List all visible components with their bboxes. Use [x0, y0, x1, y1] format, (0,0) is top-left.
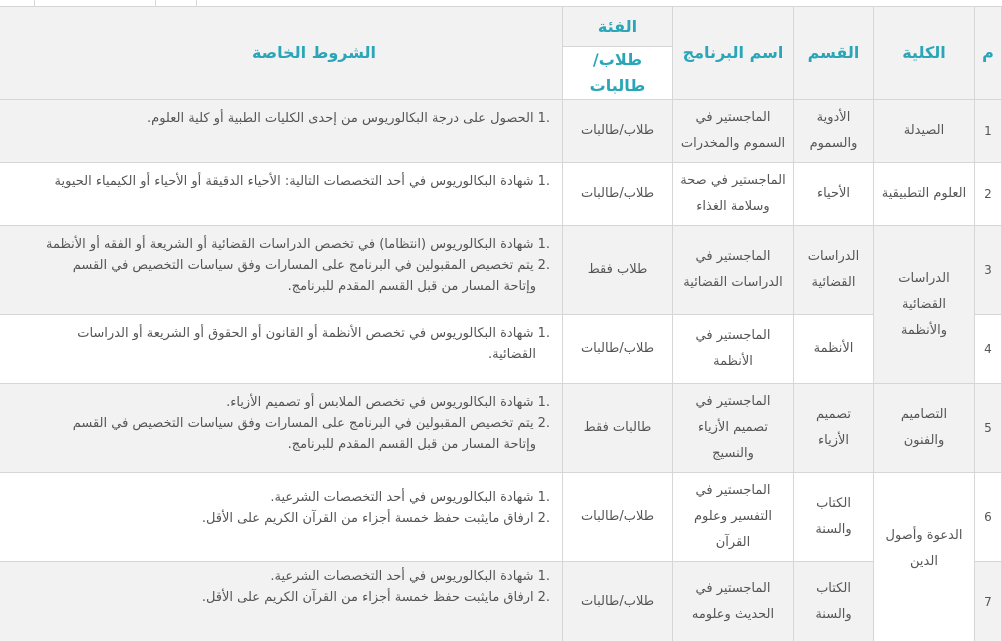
- condition-item-cont: وإتاحة المسار من قبل القسم المقدم للبرنامج.: [287, 437, 536, 452]
- row-category: طلاب/طالبات: [563, 315, 673, 384]
- row-department: الأحياء: [794, 163, 874, 226]
- row-college: الدعوة وأصول الدين: [874, 473, 975, 642]
- condition-item: .1الحصول على درجة البكالوريوس من إحدى الكليات الطبية أو كلية العلوم.: [147, 111, 550, 126]
- condition-item: .2يتم تخصيص المقبولين في البرنامج على المسارات وفق سياسات التخصيص في القسم: [72, 416, 550, 431]
- row-program: الماجستير في التفسير وعلوم القرآن: [673, 473, 794, 562]
- row-college: التصاميم والفنون: [874, 384, 975, 473]
- table-row: [0, 226, 1002, 315]
- table-row: [0, 384, 1002, 473]
- condition-item: .2ارفاق مايثبت حفظ خمسة أجزاء من القرآن الكريم على الأقل.: [201, 511, 550, 526]
- row-college: الصيدلة: [874, 100, 975, 163]
- header-num: م: [975, 7, 1002, 100]
- row-num: 1: [975, 100, 1002, 163]
- header-conditions: الشروط الخاصة: [0, 7, 563, 100]
- header-category: الفئة: [563, 7, 673, 47]
- row-department: الأنظمة: [794, 315, 874, 384]
- row-num: 2: [975, 163, 1002, 226]
- row-conditions: [0, 562, 563, 642]
- condition-item: .1شهادة البكالوريوس في أحد التخصصات الشرعية.: [270, 490, 550, 505]
- condition-item: .1شهادة البكالوريوس في تخصص الملابس أو تصميم الأزياء.: [226, 395, 550, 410]
- row-department: الكتاب والسنة: [794, 473, 874, 562]
- row-college: العلوم التطبيقية: [874, 163, 975, 226]
- row-category: طلاب/طالبات: [563, 163, 673, 226]
- header-category-sub: طلاب/طالبات: [563, 47, 673, 100]
- condition-item: .1شهادة البكالوريوس في تخصص الأنظمة أو القانون أو الحقوق أو الشريعة أو الدراسات: [77, 326, 550, 341]
- condition-item: .2ارفاق مايثبت حفظ خمسة أجزاء من القرآن الكريم على الأقل.: [201, 590, 550, 605]
- row-department: الدراسات القضائية: [794, 226, 874, 315]
- row-conditions: [0, 384, 563, 473]
- row-program: الماجستير في صحة وسلامة الغذاء: [673, 163, 794, 226]
- row-conditions: [0, 315, 563, 384]
- row-program: الماجستير في السموم والمخدرات: [673, 100, 794, 163]
- row-num: 6: [975, 473, 1002, 562]
- row-category: طالبات فقط: [563, 384, 673, 473]
- table-viewport[interactable]: [0, 6, 1002, 622]
- condition-item: .1شهادة البكالوريوس (انتظاما) في تخصص الدراسات القضائية أو الشريعة أو الفقه أو الأنظمة: [46, 237, 550, 252]
- row-program: الماجستير في الحديث وعلومه: [673, 562, 794, 642]
- row-department: تصميم الأزياء: [794, 384, 874, 473]
- table-row: [0, 315, 1002, 384]
- row-department: الكتاب والسنة: [794, 562, 874, 642]
- table-row: [0, 562, 1002, 642]
- row-conditions: [0, 100, 563, 163]
- row-conditions: [0, 226, 563, 315]
- row-program: الماجستير في تصميم الأزياء والنسيج: [673, 384, 794, 473]
- programs-table: [0, 6, 1002, 642]
- row-program: الماجستير في الدراسات القضائية: [673, 226, 794, 315]
- row-department: الأدوية والسموم: [794, 100, 874, 163]
- condition-item-cont: القضائية.: [487, 347, 536, 362]
- table-row: [0, 473, 1002, 562]
- condition-item-cont: وإتاحة المسار من قبل القسم المقدم للبرنامج.: [287, 279, 536, 294]
- row-num: 4: [975, 315, 1002, 384]
- row-college: الدراسات القضائية والأنظمة: [874, 226, 975, 384]
- condition-item: .2يتم تخصيص المقبولين في البرنامج على المسارات وفق سياسات التخصيص في القسم: [72, 258, 550, 273]
- row-program: الماجستير في الأنظمة: [673, 315, 794, 384]
- header-department: القسم: [794, 7, 874, 100]
- row-category: طلاب/طالبات: [563, 100, 673, 163]
- condition-item: .1شهادة البكالوريوس في أحد التخصصات الشرعية.: [270, 569, 550, 584]
- row-num: 5: [975, 384, 1002, 473]
- header-college: الكلية: [874, 7, 975, 100]
- row-num: 7: [975, 562, 1002, 642]
- row-conditions: [0, 163, 563, 226]
- row-conditions: [0, 473, 563, 562]
- row-category: طلاب/طالبات: [563, 562, 673, 642]
- row-category: طلاب فقط: [563, 226, 673, 315]
- header-program: اسم البرنامج: [673, 7, 794, 100]
- condition-item: .1شهادة البكالوريوس في أحد التخصصات التالية: الأحياء الدقيقة أو الأحياء أو الكيمياء الحيوية: [54, 174, 550, 189]
- row-category: طلاب/طالبات: [563, 473, 673, 562]
- table-row: [0, 163, 1002, 226]
- table-row: [0, 100, 1002, 163]
- row-num: 3: [975, 226, 1002, 315]
